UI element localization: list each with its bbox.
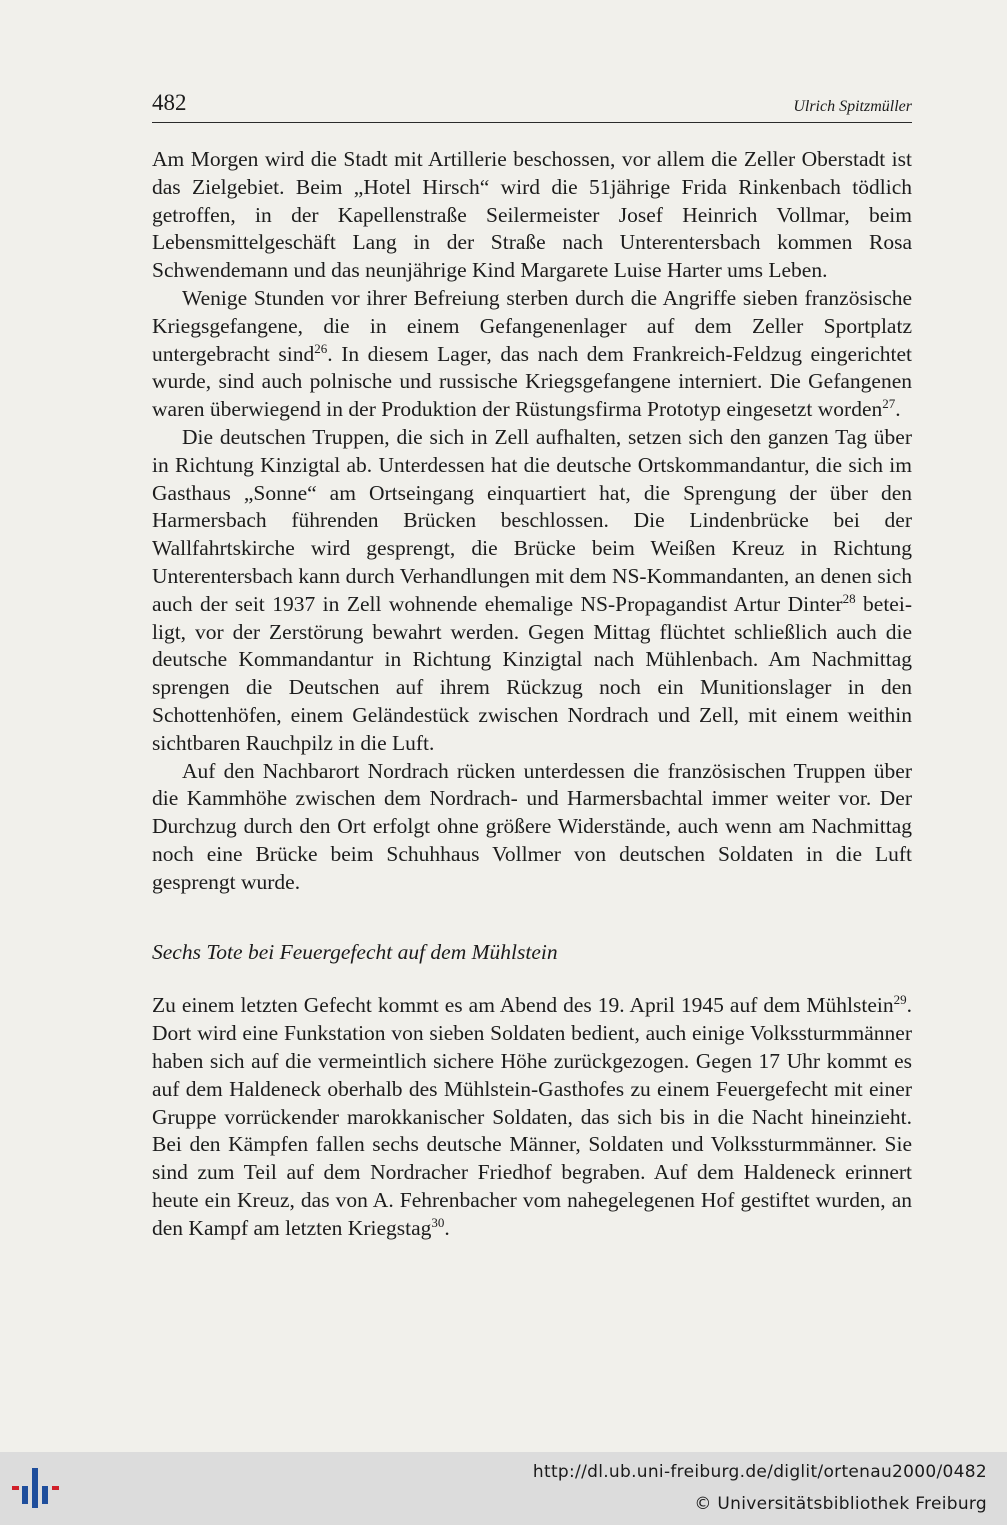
paragraph-2-text-3: . (895, 397, 901, 422)
running-head-author: Ulrich Spitzmüller (793, 98, 912, 115)
footnote-ref-29[interactable]: 29 (893, 992, 907, 1008)
section-text-2: . Dort wird eine Funkstation von sieben Soldaten bedient, auch einige Volkssturmmänner haben sich auf die vermeintlich sichere Höhe zurückgezogen. Gegen 17 Uhr kommt es auf dem Haldeneck oberhalb des Mühlstein-Gasthofes zu einem Feuergefecht mit einer Gruppe vorrückender marokkanischer Soldaten, das sich bis in die Nacht hineinzieht. Bei den Kämpfen fallen sechs deutsche Männer, Soldaten und Volkssturmmänner. Sie sind zum Teil auf dem Nordracher Friedhof begraben. Auf dem Haldeneck erinnert heute ein Kreuz, das von A. Fehrenbacher vom nahegelegenen Hof gestiftet wurden, an den Kampf am letzten Kriegstag (152, 993, 912, 1240)
footnote-ref-28[interactable]: 28 (842, 590, 856, 606)
section-text-1: Zu einem letzten Gefecht kommt es am Abend des 19. April 1945 auf dem Mühlstein (152, 993, 894, 1018)
page-number: 482 (152, 90, 187, 115)
paragraph-2 (152, 285, 912, 424)
paragraph-3-text-2: beteiligt, vor der Zerstörung bewahrt werden. Gegen Mittag flüchtet schließlich auch die deutsche Kommandantur in Richtung Kinzigtal nach Mühlenbach. Am Nachmittag sprengen die Deutschen auf ihrem Rückzug noch ein Munitionslager in den Schottenhöfen, einem Geländestück zwischen Nordrach und Zell, mit einem weithin sichtbaren Rauchpilz in die Luft. (152, 591, 912, 755)
footnote-ref-27[interactable]: 27 (882, 396, 896, 412)
document-url-link[interactable]: http://dl.ub.uni-freiburg.de/diglit/ortenau2000/0482 (532, 1462, 987, 1482)
paragraph-3-text-1: Die deutschen Truppen, die sich in Zell aufhalten, setzen sich den ganzen Tag über in Richtung Kinzigtal ab. Unterdessen hat die deutsche Ortskommandantur, die sich im Gasthaus „Sonne“ am Ortseingang einquartiert hat, die Sprengung der über den Harmersbach führenden Brücken beschlossen. Die Lindenbrücke bei der Wallfahrtskirche wird gesprengt, die Brücke beim Weißen Kreuz in Richtung Unterentersbach kann durch Verhandlungen mit dem NS-Kommandanten, an denen sich auch der seit 1937 in Zell wohnende ehemalige NS-Propagandist Artur Dinter (152, 424, 912, 616)
running-head (152, 88, 912, 123)
paragraph-1: Am Morgen wird die Stadt mit Artillerie beschossen, vor allem die Zeller Oberstadt ist das Zielgebiet. Beim „Hotel Hirsch“ wird die 51jährige Frida Rinkenbach tödlich getroffen, in der Kapellenstraße Seilermeister Josef Heinrich Vollmar, beim Lebensmittelgeschäft Lang in der Straße nach Unterentersbach kommen Rosa Schwendemann und das neunjährige Kind Margarete Luise Harter ums Leben. (152, 147, 912, 283)
paragraph-2-text-1: Wenige Stunden vor ihrer Befreiung sterben durch die Angriffe sieben französische Kriegsgefangene, die in einem Gefangenenlager auf dem Zeller Sportplatz untergebracht sind (152, 285, 912, 366)
footnote-ref-26[interactable]: 26 (314, 340, 328, 356)
footer-bar (0, 1452, 1007, 1525)
library-logo-icon (12, 1466, 64, 1510)
paragraph-4: Auf den Nachbarort Nordrach rücken unterdessen die französischen Truppen über die Kammhöhe zwischen dem Nordrach- und Harmersbachtal immer weiter vor. Der Durchzug durch den Ort erfolgt ohne größere Widerstände, auch wenn am Nachmittag noch eine Brücke beim Schuhhaus Vollmer von deutschen Soldaten in die Luft gesprengt wurde. (152, 758, 912, 894)
section-heading: Sechs Tote bei Feuergefecht auf dem Mühlstein (152, 939, 558, 964)
body-text (152, 146, 912, 1242)
section-text-3: . (444, 1215, 450, 1240)
paragraph-2-text-2: . In diesem Lager, das nach dem Frankreich-Feldzug eingerichtet wurde, sind auch polnische und russische Kriegsgefangene interniert. Die Gefangenen waren überwiegend in der Produktion der Rüstungsfirma Prototyp eingesetzt worden (152, 341, 913, 422)
footnote-ref-30[interactable]: 30 (431, 1214, 445, 1230)
copyright-notice: © Universitätsbibliothek Freiburg (694, 1494, 987, 1514)
paragraph-3 (152, 424, 912, 758)
section-paragraph (152, 992, 912, 1242)
